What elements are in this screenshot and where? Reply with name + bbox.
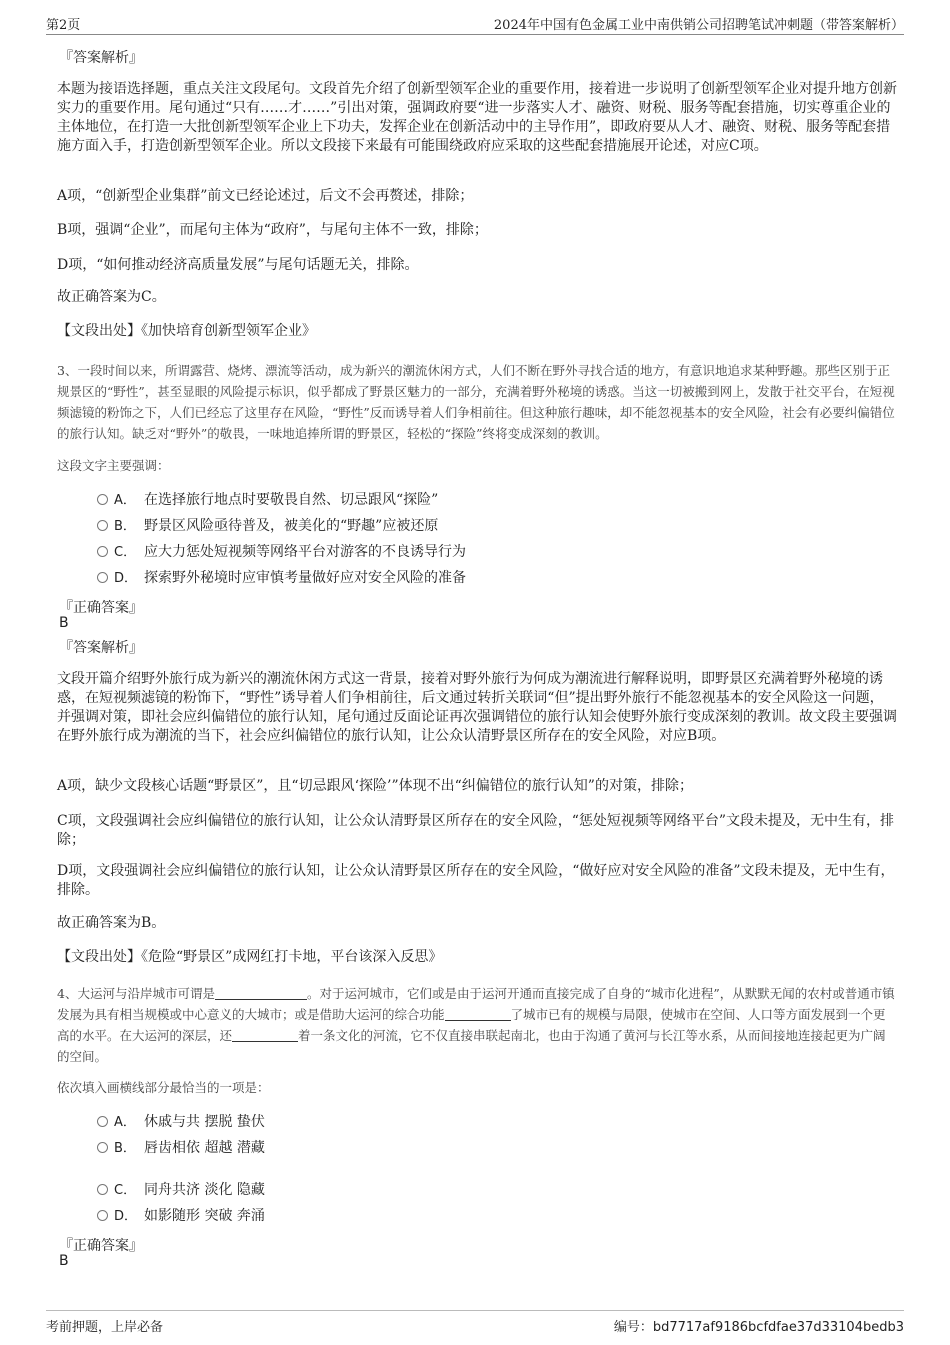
fill-blank: [215, 987, 307, 1000]
q4-option-b[interactable]: B． 唇齿相依 超越 潜藏: [97, 1139, 265, 1158]
q4-prompt: 依次填入画横线部分最恰当的一项是：: [57, 1080, 270, 1095]
radio-icon[interactable]: [97, 1116, 108, 1127]
q2-option-b-analysis: B项，强调“企业”，而尾句主体为“政府”，与尾句主体不一致，排除；: [57, 222, 488, 238]
q3-conclusion: 故正确答案为B。: [57, 915, 166, 931]
page-number: 第2页: [46, 18, 81, 33]
fill-blank: [445, 1008, 511, 1021]
footer-slogan: 考前押题，上岸必备: [46, 1320, 164, 1335]
q3-option-a[interactable]: A． 在选择旅行地点时要敬畏自然、切忌跟风“探险”: [97, 491, 438, 510]
q3-analysis-tag: 『答案解析』: [59, 640, 143, 656]
q3-option-c[interactable]: C． 应大力惩处短视频等网络平台对游客的不良诱导行为: [97, 543, 466, 562]
q4-option-c[interactable]: C． 同舟共济 淡化 隐藏: [97, 1181, 265, 1200]
q2-conclusion: 故正确答案为C。: [57, 289, 166, 305]
radio-icon[interactable]: [97, 572, 108, 583]
q2-source: 【文段出处】《加快培育创新型领军企业》: [57, 323, 316, 339]
fill-blank: [232, 1029, 298, 1042]
q3-source: 【文段出处】《危险“野景区”成网红打卡地，平台该深入反思》: [57, 949, 443, 965]
document-title: 2024年中国有色金属工业中南供销公司招聘笔试冲刺题（带答案解析）: [493, 18, 904, 33]
radio-icon[interactable]: [97, 1210, 108, 1221]
radio-icon[interactable]: [97, 494, 108, 505]
radio-icon[interactable]: [97, 546, 108, 557]
q4-answer-tag: 『正确答案』: [59, 1238, 143, 1254]
radio-icon[interactable]: [97, 1184, 108, 1195]
q2-analysis-tag: 『答案解析』: [59, 50, 143, 66]
q2-option-a-analysis: A项，“创新型企业集群”前文已经论述过，后文不会再赘述，排除；: [57, 188, 474, 204]
page-header: [46, 12, 904, 35]
q3-answer: B: [59, 615, 69, 631]
q3-stem: 3、一段时间以来，所谓露营、烧烤、漂流等活动，成为新兴的潮流休闲方式，人们不断在野外寻找合适的地方，有意识地追求某种野趣。那些区别于正规景区的“野性”，甚至显眼的风险提示标识，似乎都成了野景区魅力的一部分，充满着野外秘境的诱惑。当这一切被搬到网上，发散于社交平台，在短视频滤镜的粉饰之下，人们已经忘了这里存在风险，“野性”反而诱导着人们争相前往。但这种旅行趣味，却不能忽视基本的安全风险，社会有必要纠偏错位的旅行认知。缺乏对“野外”的敬畏，一味地追捧所谓的野景区，轻松的“探险”终将变成深刻的教训。: [57, 363, 895, 441]
q4-option-d[interactable]: D． 如影随形 突破 奔涌: [97, 1207, 265, 1226]
q3-option-d[interactable]: D． 探索野外秘境时应审慎考量做好应对安全风险的准备: [97, 569, 466, 588]
q3-option-c-analysis: C项，文段强调社会应纠偏错位的旅行认知，让公众认清野景区所存在的安全风险，“惩处短视频等网络平台”文段未提及，无中生有，排除；: [57, 813, 895, 848]
radio-icon[interactable]: [97, 1142, 108, 1153]
q4-answer: B: [59, 1253, 69, 1269]
q3-option-d-analysis: D项，文段强调社会应纠偏错位的旅行认知，让公众认清野景区所存在的安全风险，“做好应对安全风险的准备”文段未提及，无中生有，排除。: [57, 863, 895, 898]
q2-option-d-analysis: D项，“如何推动经济高质量发展”与尾句话题无关，排除。: [57, 257, 419, 273]
q4-stem: 4、大运河与沿岸城市可谓是 。对于运河城市，它们或是由于运河开通而直接完成了自身的“城市化进程”，从默默无闻的农村或普通市镇发展为具有相当规模或中心意义的大城市；或是借助大运河的综合功能 了城市已有的规模与局限，使城市在空间、人口等方面发展到一个更高的水平。在大运河的深层，还 着一条文化的河流，它不仅直接串联起南北，也由于沟通了黄河与长江等水系，从而间接地连接起更为广阔的空间。: [57, 986, 895, 1064]
radio-icon[interactable]: [97, 520, 108, 531]
page-footer: [46, 1310, 904, 1335]
q4-option-a[interactable]: A． 休戚与共 摆脱 蛰伏: [97, 1113, 265, 1132]
q2-analysis: 本题为接语选择题，重点关注文段尾句。文段首先介绍了创新型领军企业的重要作用，接着进一步说明了创新型领军企业对提升地方创新实力的重要作用。尾句通过“只有……才……”引出对策，强调政府要“进一步落实人才、融资、财税、服务等配套措施，切实尊重企业的主体地位，在打造一大批创新型领军企业上下功夫，发挥企业在创新活动中的主导作用”，即政府要从人才、融资、财税、服务等配套措施方面入手，打造创新型领军企业。所以文段接下来最有可能围绕政府应采取的这些配套措施展开论述，对应C项。: [57, 81, 897, 154]
q3-option-b[interactable]: B． 野景区风险亟待普及，被美化的“野趣”应被还原: [97, 517, 438, 536]
document-code: 编号：bd7717af9186bcfdfae37d33104bedb3: [613, 1320, 904, 1335]
q3-option-a-analysis: A项，缺少文段核心话题“野景区”，且“切忌跟风‘探险’”体现不出“纠偏错位的旅行认知”的对策，排除；: [57, 778, 693, 794]
q3-answer-tag: 『正确答案』: [59, 600, 143, 616]
q3-prompt: 这段文字主要强调：: [57, 458, 170, 473]
q3-analysis: 文段开篇介绍野外旅行成为新兴的潮流休闲方式这一背景，接着对野外旅行为何成为潮流进行解释说明，即野景区充满着野外秘境的诱惑，在短视频滤镜的粉饰下，“野性”诱导着人们争相前往，后文通过转折关联词“但”提出野外旅行不能忽视基本的安全风险这一问题，并强调对策，即社会应纠偏错位的旅行认知，尾句通过反面论证再次强调错位的旅行认知会使野外旅行变成深刻的教训。故文段主要强调在野外旅行成为潮流的当下，社会应纠偏错位的旅行认知，让公众认清野景区所存在的安全风险，对应B项。: [57, 671, 897, 744]
